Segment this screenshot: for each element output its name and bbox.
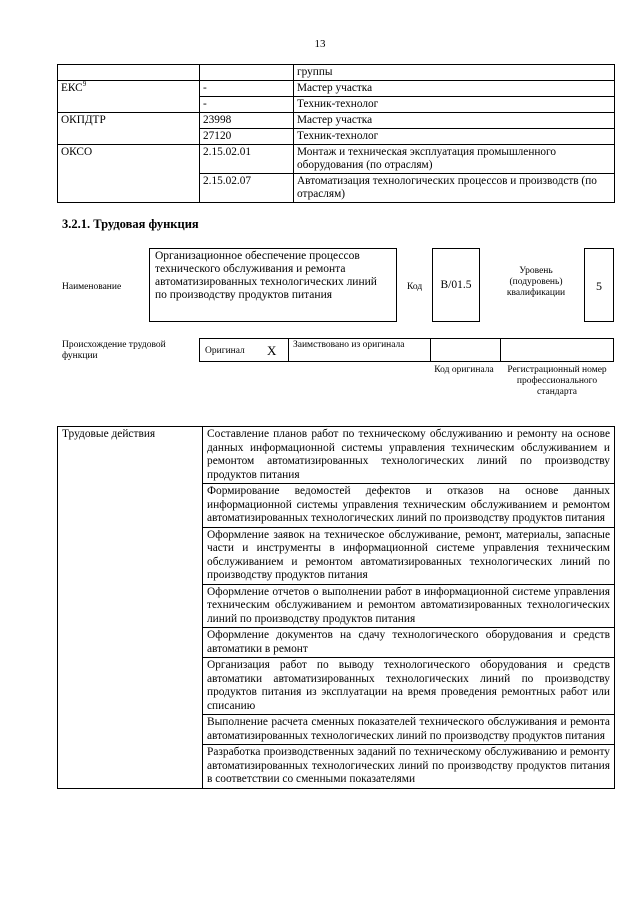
num-cell: 27120 [200,129,294,145]
origin-label: Происхождение трудовой функции [62,340,166,361]
num-cell: - [200,97,294,113]
borrowed-cell [288,338,431,362]
num-cell: 23998 [200,113,294,129]
name-cell: Техник-технолог [294,97,615,113]
footnote-mark: 9 [82,80,87,89]
code-cell [58,81,200,113]
code-label: Код [407,282,423,292]
original-label: Оригинал [205,346,245,356]
labor-actions-table [57,426,615,789]
level-box: 5 [584,248,614,322]
code-original-caption: Код оригинала [434,365,494,375]
labor-action-item: Оформление документов на сдачу технологического оборудования и средств автоматики в ремонт [203,628,615,658]
reg-number-caption: Регистрационный номер профессионального стандарта [507,365,607,397]
code-original-cell [430,338,501,362]
labor-actions-heading: Трудовые действия [58,427,203,789]
function-name-box: Организационное обеспечение процессов технического обслуживания и ремонта автоматизированных технологических линий по производству продуктов питания [149,248,397,322]
labor-action-item: Разработка производственных заданий по техническому обслуживанию и ремонту автоматизированных технологических линий по производству продуктов питания в соответствии со сменными показателями [203,745,615,789]
table-row [58,81,615,97]
table-row [58,113,615,129]
table-row [58,145,615,174]
name-cell: Мастер участка [294,113,615,129]
labor-action-item: Организация работ по выводу технологического оборудования и средств автоматики автоматизированных технологических линий по производству продуктов питания из эксплуатации на время проведения ремонтных работ или списанию [203,658,615,715]
page-number: 13 [314,38,326,50]
code-cell [58,65,200,81]
name-label: Наименование [62,282,122,292]
name-cell: группы [294,65,615,81]
num-cell: 2.15.02.07 [200,174,294,203]
labor-action-item: Составление планов работ по техническому обслуживанию и ремонту на основе данных информационной системы управления техническим обслуживанием и ремонтом автоматизированных технологических линий по производству продуктов питания [203,427,615,484]
num-cell: 2.15.02.01 [200,145,294,174]
name-cell: Мастер участка [294,81,615,97]
table-row [58,65,615,81]
labor-action-item: Формирование ведомостей дефектов и отказов на основе данных информационной системы управления техническим обслуживанием и ремонтом автоматизированных технологических линий по производству продуктов питания [203,484,615,528]
classification-table [57,64,615,203]
origin-row [199,338,614,362]
name-cell: Автоматизация технологических процессов и производств (по отраслям) [294,174,615,203]
original-mark: X [267,343,277,358]
reg-number-cell [500,338,614,362]
code-cell: ОКСО [58,145,200,203]
labor-action-item: Оформление отчетов о выполнении работ в информационной системе управления техническим обслуживанием и ремонтом автоматизированных технологических линий по производству продуктов питания [203,584,615,628]
labor-action-item: Оформление заявок на техническое обслуживание, ремонт, материалы, запасные части и инструменты в информационной системе управления техническим обслуживанием и ремонтом автоматизированных технологических линий по производству продуктов питания [203,527,615,584]
original-cell [199,338,289,362]
section-title: 3.2.1. Трудовая функция [62,217,199,231]
num-cell [200,65,294,81]
function-code-box: В/01.5 [432,248,480,322]
labor-action-item: Выполнение расчета сменных показателей технического обслуживания и ремонта автоматизированных технологических линий по производству продуктов питания [203,715,615,745]
code-cell: ОКПДТР [58,113,200,145]
name-cell: Монтаж и техническая эксплуатация промышленного оборудования (по отраслям) [294,145,615,174]
table-row [58,427,615,484]
level-label: Уровень (подуровень) квалификации [506,266,566,298]
borrowed-label: Заимствовано из оригинала [293,340,405,350]
name-cell: Техник-технолог [294,129,615,145]
code-text: ЕКС [61,82,83,94]
num-cell: - [200,81,294,97]
